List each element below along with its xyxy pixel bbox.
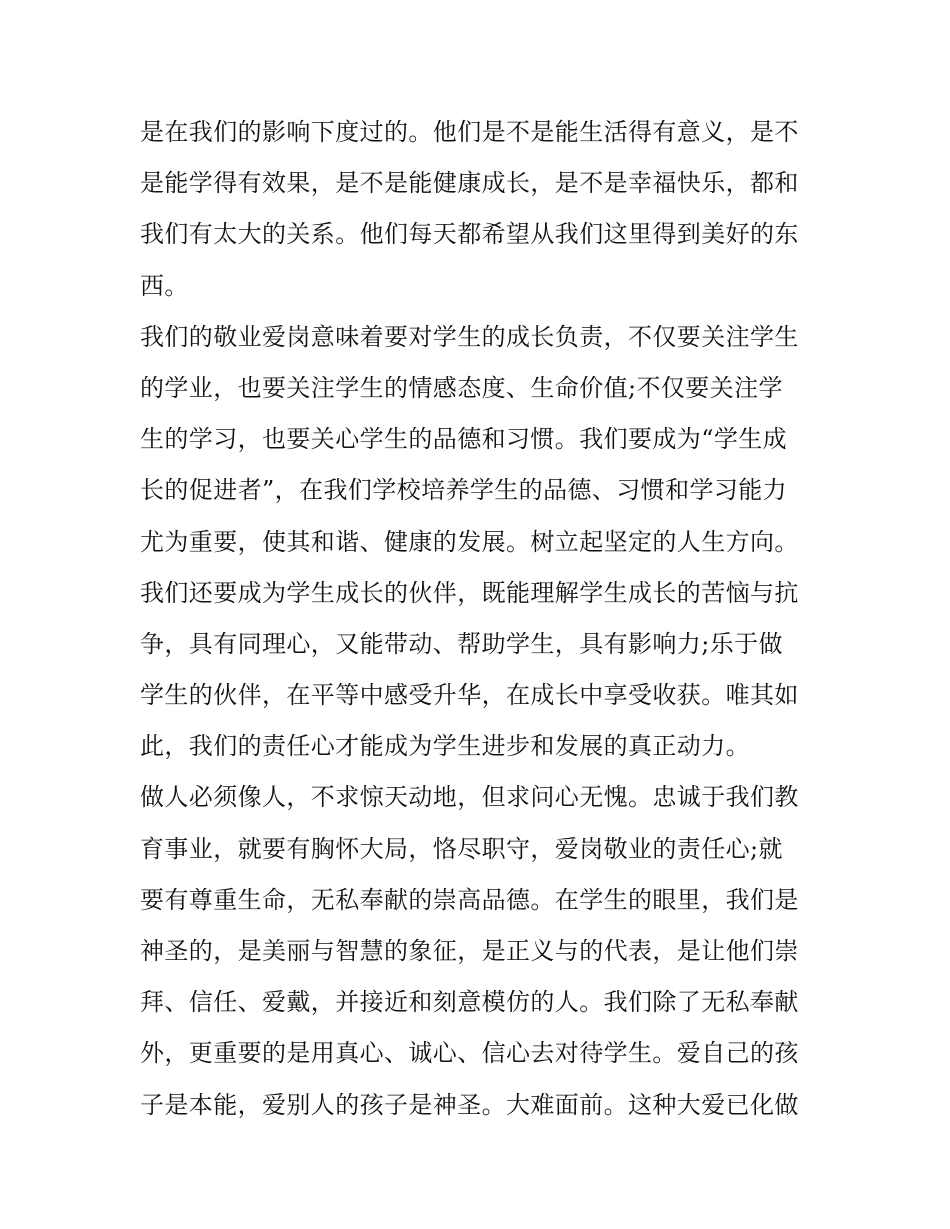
text-line: 我们还要成为学生成长的伙伴，既能理解学生成长的苦恼与抗	[140, 578, 799, 607]
text-line: 此，我们的责任心才能成为学生进步和发展的真正动力。	[140, 732, 750, 761]
text-line: 我们的敬业爱岗意味着要对学生的成长负责，不仅要关注学生	[140, 322, 799, 351]
text-line: 是能学得有效果，是不是能健康成长，是不是幸福快乐，都和	[140, 169, 799, 198]
text-line: 子是本能，爱别人的孩子是神圣。大难面前。这种大爱已化做	[140, 1090, 799, 1119]
text-line: 育事业，就要有胸怀大局，恪尽职守，爱岗敬业的责任心;就	[140, 834, 783, 863]
document-body	[140, 107, 830, 1131]
text-line: 西。	[140, 271, 189, 300]
text-line: 的学业，也要关注学生的情感态度、生命价值;不仅要关注学	[140, 373, 783, 402]
text-line: 我们有太大的关系。他们每天都希望从我们这里得到美好的东	[140, 220, 799, 249]
text-line: 外，更重要的是用真心、诚心、信心去对待学生。爱自己的孩	[140, 1039, 799, 1068]
text-line: 学生的伙伴，在平等中感受升华，在成长中享受收获。唯其如	[140, 681, 799, 710]
text-line: 拜、信任、爱戴，并接近和刻意模仿的人。我们除了无私奉献	[140, 988, 799, 1017]
text-line: 生的学习，也要关心学生的品德和习惯。我们要成为“学生成	[140, 425, 788, 454]
text-line: 做人必须像人，不求惊天动地，但求问心无愧。忠诚于我们教	[140, 783, 799, 812]
text-line: 要有尊重生命，无私奉献的崇高品德。在学生的眼里，我们是	[140, 885, 799, 914]
text-line: 是在我们的影响下度过的。他们是不是能生活得有意义，是不	[140, 118, 799, 146]
text-line: 神圣的，是美丽与智慧的象征，是正义与的代表，是让他们崇	[140, 937, 799, 965]
text-line: 争，具有同理心，又能带动、帮助学生，具有影响力;乐于做	[140, 629, 783, 658]
text-line: 尤为重要，使其和谐、健康的发展。树立起坚定的人生方向。	[140, 527, 799, 556]
text-line: 长的促进者”，在我们学校培养学生的品德、习惯和学习能力	[140, 476, 788, 505]
